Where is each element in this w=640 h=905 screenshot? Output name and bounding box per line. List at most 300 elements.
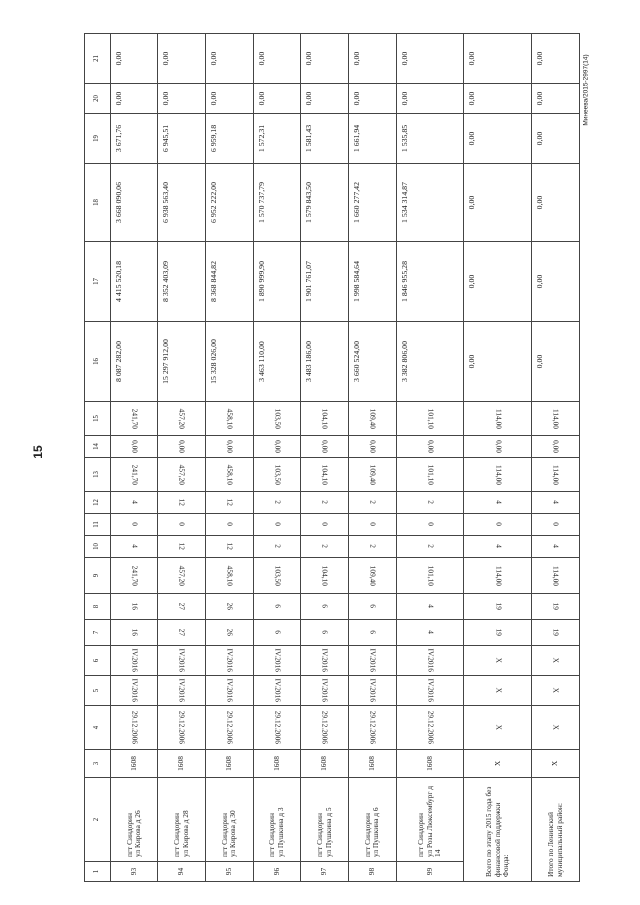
cell-col-11-text: 0 xyxy=(177,522,187,527)
cell-col-11 xyxy=(110,514,158,536)
column-number-10: 10 xyxy=(85,536,111,558)
cell-col-5 xyxy=(110,676,158,706)
table-row xyxy=(396,34,464,882)
address-cell-line-2: ул Кирова д 30 xyxy=(228,810,238,857)
cell-col-14-text: 0,00 xyxy=(177,440,187,453)
cell-col-6 xyxy=(253,646,301,676)
cell-col-9 xyxy=(301,558,349,594)
cell-col-15-text: 457,20 xyxy=(177,408,187,429)
cell-col-4-text: 29.12.2006 xyxy=(130,710,140,745)
cell-col-12 xyxy=(301,492,349,514)
cell-col-18: 1 579 843,50 xyxy=(301,164,349,242)
address-cell xyxy=(158,778,206,862)
cell-col-7 xyxy=(464,620,532,646)
cell-col-6 xyxy=(396,646,464,676)
total-stage-label: Всего по этапу 2015 года без финансовой поддержки Фонда: xyxy=(464,778,532,882)
cell-col-4-text: 29.12.2006 xyxy=(225,710,235,745)
cell-col-18: 6 952 222,00 xyxy=(205,164,253,242)
cell-col-14 xyxy=(532,436,580,458)
cell-col-8-text: 27 xyxy=(177,602,187,611)
cell-col-10 xyxy=(110,536,158,558)
row-number: 94 xyxy=(158,862,206,882)
cell-col-7-text: 19 xyxy=(494,628,504,637)
cell-col-21: 0,00 xyxy=(301,34,349,84)
cell-col-20: 0,00 xyxy=(464,84,532,114)
cell-col-15 xyxy=(348,402,396,436)
cell-col-4 xyxy=(301,706,349,750)
cell-col-8-text: 19 xyxy=(494,602,504,611)
cell-col-3: 1608 xyxy=(348,750,396,778)
cell-col-12-text: 12 xyxy=(225,498,235,507)
cell-col-3: X xyxy=(464,750,532,778)
address-cell-line-1: пгт Синдорин xyxy=(172,813,182,857)
cell-col-10 xyxy=(464,536,532,558)
column-number-15: 15 xyxy=(85,402,111,436)
cell-col-19: 0,00 xyxy=(464,114,532,164)
cell-col-15 xyxy=(253,402,301,436)
cell-col-15-text: 114,00 xyxy=(551,408,561,429)
cell-col-21: 0,00 xyxy=(464,34,532,84)
cell-col-12 xyxy=(532,492,580,514)
cell-col-9 xyxy=(205,558,253,594)
cell-col-20: 0,00 xyxy=(158,84,206,114)
cell-col-10 xyxy=(253,536,301,558)
cell-col-5-text: IV.2016 xyxy=(225,678,235,703)
cell-col-19: 6 945,51 xyxy=(158,114,206,164)
cell-col-21: 0,00 xyxy=(253,34,301,84)
cell-col-11 xyxy=(301,514,349,536)
housing-program-table xyxy=(84,33,580,882)
cell-col-8 xyxy=(396,594,464,620)
row-number: 95 xyxy=(205,862,253,882)
cell-col-10-text: 4 xyxy=(551,544,561,549)
address-cell-line-1: пгт Синдорин xyxy=(219,813,229,857)
cell-col-13-text: 101,10 xyxy=(426,464,436,485)
cell-col-18: 1 660 277,42 xyxy=(348,164,396,242)
cell-col-19: 1 581,43 xyxy=(301,114,349,164)
cell-col-7 xyxy=(110,620,158,646)
cell-col-4-text: X xyxy=(551,724,561,731)
cell-col-11-text: 0 xyxy=(320,522,330,527)
cell-col-4 xyxy=(253,706,301,750)
cell-col-18: 0,00 xyxy=(464,164,532,242)
table-row xyxy=(158,34,206,882)
cell-col-12-text: 2 xyxy=(273,500,283,505)
cell-col-6 xyxy=(532,646,580,676)
cell-col-17: 1 901 761,07 xyxy=(301,242,349,322)
cell-col-11-text: 0 xyxy=(273,522,283,527)
cell-col-18: 0,00 xyxy=(532,164,580,242)
cell-col-12 xyxy=(348,492,396,514)
cell-col-6 xyxy=(348,646,396,676)
cell-col-4 xyxy=(464,706,532,750)
cell-col-5-text: IV.2016 xyxy=(177,678,187,703)
cell-col-9-text: 114,00 xyxy=(551,565,561,586)
cell-col-18: 1 570 737,79 xyxy=(253,164,301,242)
rotated-table-container xyxy=(84,34,580,882)
cell-col-6 xyxy=(205,646,253,676)
address-cell-line-1: пгт Синдорин xyxy=(267,813,277,857)
cell-col-15-text: 109,40 xyxy=(368,408,378,429)
cell-col-6-text: X xyxy=(494,657,504,664)
cell-col-3: 1608 xyxy=(158,750,206,778)
cell-col-6-text: X xyxy=(551,657,561,664)
cell-col-8 xyxy=(253,594,301,620)
cell-col-9 xyxy=(158,558,206,594)
cell-col-5-text: IV.2016 xyxy=(273,678,283,703)
cell-col-7-text: 6 xyxy=(320,630,330,635)
cell-col-16: 3 463 110,00 xyxy=(253,322,301,402)
cell-col-7 xyxy=(158,620,206,646)
cell-col-12 xyxy=(253,492,301,514)
address-cell xyxy=(301,778,349,862)
cell-col-10-text: 2 xyxy=(273,544,283,549)
address-cell-line-1: пгт Синдорин xyxy=(362,813,372,857)
cell-col-12-text: 4 xyxy=(494,500,504,505)
cell-col-13 xyxy=(532,458,580,492)
cell-col-7-text: 4 xyxy=(426,630,436,635)
cell-col-21: 0,00 xyxy=(532,34,580,84)
cell-col-9 xyxy=(396,558,464,594)
cell-col-13-text: 458,10 xyxy=(225,464,235,485)
cell-col-6-text: IV.2016 xyxy=(273,648,283,673)
table-row xyxy=(301,34,349,882)
cell-col-11 xyxy=(158,514,206,536)
cell-col-3: X xyxy=(532,750,580,778)
cell-col-5-text: IV.2016 xyxy=(368,678,378,703)
column-number-18: 18 xyxy=(85,164,111,242)
cell-col-17: 1 890 999,90 xyxy=(253,242,301,322)
cell-col-12-text: 12 xyxy=(177,498,187,507)
cell-col-14 xyxy=(253,436,301,458)
cell-col-11 xyxy=(348,514,396,536)
cell-col-10 xyxy=(158,536,206,558)
address-cell-line-2: ул Кирова д 28 xyxy=(180,810,190,857)
table-row xyxy=(205,34,253,882)
cell-col-7-text: 6 xyxy=(273,630,283,635)
cell-col-3: 1608 xyxy=(205,750,253,778)
cell-col-9-text: 458,10 xyxy=(225,565,235,586)
cell-col-13 xyxy=(301,458,349,492)
cell-col-12-text: 4 xyxy=(551,500,561,505)
cell-col-9 xyxy=(110,558,158,594)
cell-col-11 xyxy=(205,514,253,536)
cell-col-13 xyxy=(464,458,532,492)
cell-col-4 xyxy=(396,706,464,750)
cell-col-15-text: 104,10 xyxy=(320,408,330,429)
cell-col-5-text: IV.2016 xyxy=(130,678,140,703)
cell-col-13 xyxy=(110,458,158,492)
cell-col-10 xyxy=(348,536,396,558)
cell-col-15 xyxy=(464,402,532,436)
row-number: 99 xyxy=(396,862,464,882)
cell-col-5 xyxy=(158,676,206,706)
cell-col-15 xyxy=(396,402,464,436)
cell-col-12-text: 2 xyxy=(426,500,436,505)
cell-col-15-text: 458,10 xyxy=(225,408,235,429)
cell-col-10-text: 12 xyxy=(225,542,235,551)
cell-col-13-text: 103,50 xyxy=(273,464,283,485)
cell-col-6-text: IV.2016 xyxy=(320,648,330,673)
cell-col-18: 1 534 314,87 xyxy=(396,164,464,242)
cell-col-17: 0,00 xyxy=(464,242,532,322)
cell-col-15-text: 241,70 xyxy=(130,408,140,429)
column-number-6: 6 xyxy=(85,646,111,676)
cell-col-10 xyxy=(205,536,253,558)
row-number: 98 xyxy=(348,862,396,882)
address-cell xyxy=(396,778,464,862)
cell-col-5-text: X xyxy=(551,687,561,694)
cell-col-4 xyxy=(205,706,253,750)
cell-col-12-text: 4 xyxy=(130,500,140,505)
cell-col-5 xyxy=(253,676,301,706)
cell-col-8-text: 6 xyxy=(368,604,378,609)
cell-col-11 xyxy=(396,514,464,536)
cell-col-5-text: IV.2016 xyxy=(320,678,330,703)
cell-col-5 xyxy=(348,676,396,706)
cell-col-6 xyxy=(301,646,349,676)
cell-col-10 xyxy=(532,536,580,558)
cell-col-10-text: 2 xyxy=(368,544,378,549)
column-number-8: 8 xyxy=(85,594,111,620)
cell-col-8-text: 4 xyxy=(426,604,436,609)
cell-col-15 xyxy=(301,402,349,436)
cell-col-10-text: 2 xyxy=(320,544,330,549)
cell-col-7-text: 16 xyxy=(130,628,140,637)
column-number-11: 11 xyxy=(85,514,111,536)
cell-col-4 xyxy=(158,706,206,750)
cell-col-13-text: 457,20 xyxy=(177,464,187,485)
address-cell-line-1: пгт Синдорин xyxy=(124,813,134,857)
column-number-2: 2 xyxy=(85,778,111,862)
cell-col-15 xyxy=(110,402,158,436)
total-district-row xyxy=(532,34,580,882)
cell-col-11-text: 0 xyxy=(551,522,561,527)
cell-col-5 xyxy=(396,676,464,706)
cell-col-7 xyxy=(396,620,464,646)
cell-col-9-text: 109,40 xyxy=(368,565,378,586)
stamp-text: Минеева/2015-2997(14) xyxy=(582,54,590,126)
address-cell-line-2: ул Розы Люксембург д 14 xyxy=(424,785,443,857)
address-cell-line-2: ул Пушкина д 3 xyxy=(275,807,285,857)
cell-col-4-text: 29.12.2006 xyxy=(426,710,436,745)
cell-col-9-text: 457,20 xyxy=(177,565,187,586)
address-cell-line-1: пгт Синдорин xyxy=(315,813,325,857)
cell-col-14-text: 0,00 xyxy=(130,440,140,453)
column-number-9: 9 xyxy=(85,558,111,594)
cell-col-6 xyxy=(110,646,158,676)
cell-col-11 xyxy=(464,514,532,536)
cell-col-18: 3 668 090,06 xyxy=(110,164,158,242)
row-number: 93 xyxy=(110,862,158,882)
cell-col-7 xyxy=(301,620,349,646)
cell-col-20: 0,00 xyxy=(110,84,158,114)
address-cell xyxy=(205,778,253,862)
cell-col-13-text: 104,10 xyxy=(320,464,330,485)
cell-col-8 xyxy=(532,594,580,620)
cell-col-19: 1 535,85 xyxy=(396,114,464,164)
cell-col-21: 0,00 xyxy=(396,34,464,84)
cell-col-15-text: 114,00 xyxy=(494,408,504,429)
cell-col-10-text: 4 xyxy=(130,544,140,549)
cell-col-11 xyxy=(532,514,580,536)
cell-col-10-text: 4 xyxy=(494,544,504,549)
cell-col-21: 0,00 xyxy=(348,34,396,84)
address-cell-line-2: ул Кирова д 26 xyxy=(133,810,143,857)
cell-col-15-text: 101,10 xyxy=(426,408,436,429)
cell-col-20: 0,00 xyxy=(348,84,396,114)
cell-col-9-text: 114,00 xyxy=(494,565,504,586)
cell-col-8 xyxy=(348,594,396,620)
cell-col-14 xyxy=(464,436,532,458)
cell-col-14 xyxy=(205,436,253,458)
cell-col-12-text: 2 xyxy=(368,500,378,505)
cell-col-13 xyxy=(348,458,396,492)
row-number: 97 xyxy=(301,862,349,882)
cell-col-9 xyxy=(348,558,396,594)
column-number-13: 13 xyxy=(85,458,111,492)
cell-col-19: 6 959,18 xyxy=(205,114,253,164)
cell-col-8 xyxy=(464,594,532,620)
table-body xyxy=(85,34,580,882)
cell-col-21: 0,00 xyxy=(205,34,253,84)
cell-col-14 xyxy=(110,436,158,458)
cell-col-7 xyxy=(348,620,396,646)
cell-col-7-text: 19 xyxy=(551,628,561,637)
page-number: 15 xyxy=(31,445,45,459)
cell-col-13-text: 241,70 xyxy=(130,464,140,485)
address-cell-line-2: ул Пушкина д 6 xyxy=(371,807,381,857)
column-number-3: 3 xyxy=(85,750,111,778)
cell-col-8-text: 6 xyxy=(320,604,330,609)
cell-col-13 xyxy=(205,458,253,492)
column-number-7: 7 xyxy=(85,620,111,646)
column-number-row xyxy=(85,34,111,882)
cell-col-3: 1608 xyxy=(110,750,158,778)
cell-col-4-text: 29.12.2006 xyxy=(273,710,283,745)
cell-col-11-text: 0 xyxy=(130,522,140,527)
cell-col-19: 1 661,94 xyxy=(348,114,396,164)
cell-col-17: 4 415 520,18 xyxy=(110,242,158,322)
cell-col-4-text: X xyxy=(494,724,504,731)
cell-col-5-text: IV.2016 xyxy=(426,678,436,703)
cell-col-12 xyxy=(396,492,464,514)
cell-col-4 xyxy=(348,706,396,750)
column-number-19: 19 xyxy=(85,114,111,164)
cell-col-4-text: 29.12.2006 xyxy=(320,710,330,745)
address-cell-line-2: ул Пушкина д 5 xyxy=(323,807,333,857)
cell-col-14 xyxy=(301,436,349,458)
cell-col-16: 0,00 xyxy=(532,322,580,402)
cell-col-4 xyxy=(110,706,158,750)
cell-col-16: 15 297 912,00 xyxy=(158,322,206,402)
cell-col-17: 8 352 403,09 xyxy=(158,242,206,322)
cell-col-12 xyxy=(205,492,253,514)
cell-col-20: 0,00 xyxy=(532,84,580,114)
cell-col-9-text: 101,10 xyxy=(426,565,436,586)
cell-col-9 xyxy=(464,558,532,594)
cell-col-14-text: 0,00 xyxy=(551,440,561,453)
cell-col-14-text: 0,00 xyxy=(225,440,235,453)
cell-col-19: 0,00 xyxy=(532,114,580,164)
cell-col-14-text: 0,00 xyxy=(320,440,330,453)
cell-col-12-text: 2 xyxy=(320,500,330,505)
cell-col-7 xyxy=(532,620,580,646)
table-row xyxy=(110,34,158,882)
column-number-4: 4 xyxy=(85,706,111,750)
cell-col-6-text: IV.2016 xyxy=(177,648,187,673)
cell-col-16: 0,00 xyxy=(464,322,532,402)
cell-col-14-text: 0,00 xyxy=(368,440,378,453)
cell-col-16: 8 087 282,00 xyxy=(110,322,158,402)
table-row xyxy=(348,34,396,882)
cell-col-14-text: 0,00 xyxy=(273,440,283,453)
cell-col-3: 1608 xyxy=(301,750,349,778)
cell-col-14-text: 0,00 xyxy=(426,440,436,453)
cell-col-16: 3 660 524,00 xyxy=(348,322,396,402)
cell-col-8-text: 6 xyxy=(273,604,283,609)
cell-col-19: 1 572,31 xyxy=(253,114,301,164)
cell-col-9-text: 241,70 xyxy=(130,565,140,586)
row-number: 96 xyxy=(253,862,301,882)
cell-col-13-text: 109,40 xyxy=(368,464,378,485)
column-number-20: 20 xyxy=(85,84,111,114)
cell-col-15 xyxy=(532,402,580,436)
table-row xyxy=(253,34,301,882)
cell-col-7-text: 6 xyxy=(368,630,378,635)
column-number-21: 21 xyxy=(85,34,111,84)
cell-col-13-text: 114,00 xyxy=(551,464,561,485)
cell-col-7-text: 26 xyxy=(225,628,235,637)
cell-col-21: 0,00 xyxy=(110,34,158,84)
cell-col-5 xyxy=(464,676,532,706)
cell-col-13 xyxy=(396,458,464,492)
cell-col-15 xyxy=(158,402,206,436)
column-number-1: 1 xyxy=(85,862,111,882)
cell-col-9-text: 104,10 xyxy=(320,565,330,586)
cell-col-10-text: 2 xyxy=(426,544,436,549)
cell-col-15-text: 103,50 xyxy=(273,408,283,429)
cell-col-6 xyxy=(158,646,206,676)
cell-col-4 xyxy=(532,706,580,750)
cell-col-17: 1 998 584,64 xyxy=(348,242,396,322)
cell-col-9 xyxy=(532,558,580,594)
cell-col-13 xyxy=(158,458,206,492)
cell-col-8 xyxy=(158,594,206,620)
address-cell-line-1: пгт Синдорин xyxy=(416,813,426,857)
cell-col-19: 3 671,76 xyxy=(110,114,158,164)
cell-col-17: 1 846 955,28 xyxy=(396,242,464,322)
cell-col-8-text: 19 xyxy=(551,602,561,611)
cell-col-10 xyxy=(301,536,349,558)
cell-col-7-text: 27 xyxy=(177,628,187,637)
cell-col-9 xyxy=(253,558,301,594)
cell-col-8-text: 26 xyxy=(225,602,235,611)
cell-col-3: 1608 xyxy=(253,750,301,778)
total-stage-row xyxy=(464,34,532,882)
cell-col-11 xyxy=(253,514,301,536)
address-cell xyxy=(110,778,158,862)
cell-col-16: 15 328 026,00 xyxy=(205,322,253,402)
address-cell xyxy=(253,778,301,862)
cell-col-8 xyxy=(110,594,158,620)
cell-col-11-text: 0 xyxy=(225,522,235,527)
cell-col-4-text: 29.12.2006 xyxy=(368,710,378,745)
cell-col-17: 8 368 844,82 xyxy=(205,242,253,322)
cell-col-6-text: IV.2016 xyxy=(426,648,436,673)
cell-col-12 xyxy=(110,492,158,514)
cell-col-21: 0,00 xyxy=(158,34,206,84)
